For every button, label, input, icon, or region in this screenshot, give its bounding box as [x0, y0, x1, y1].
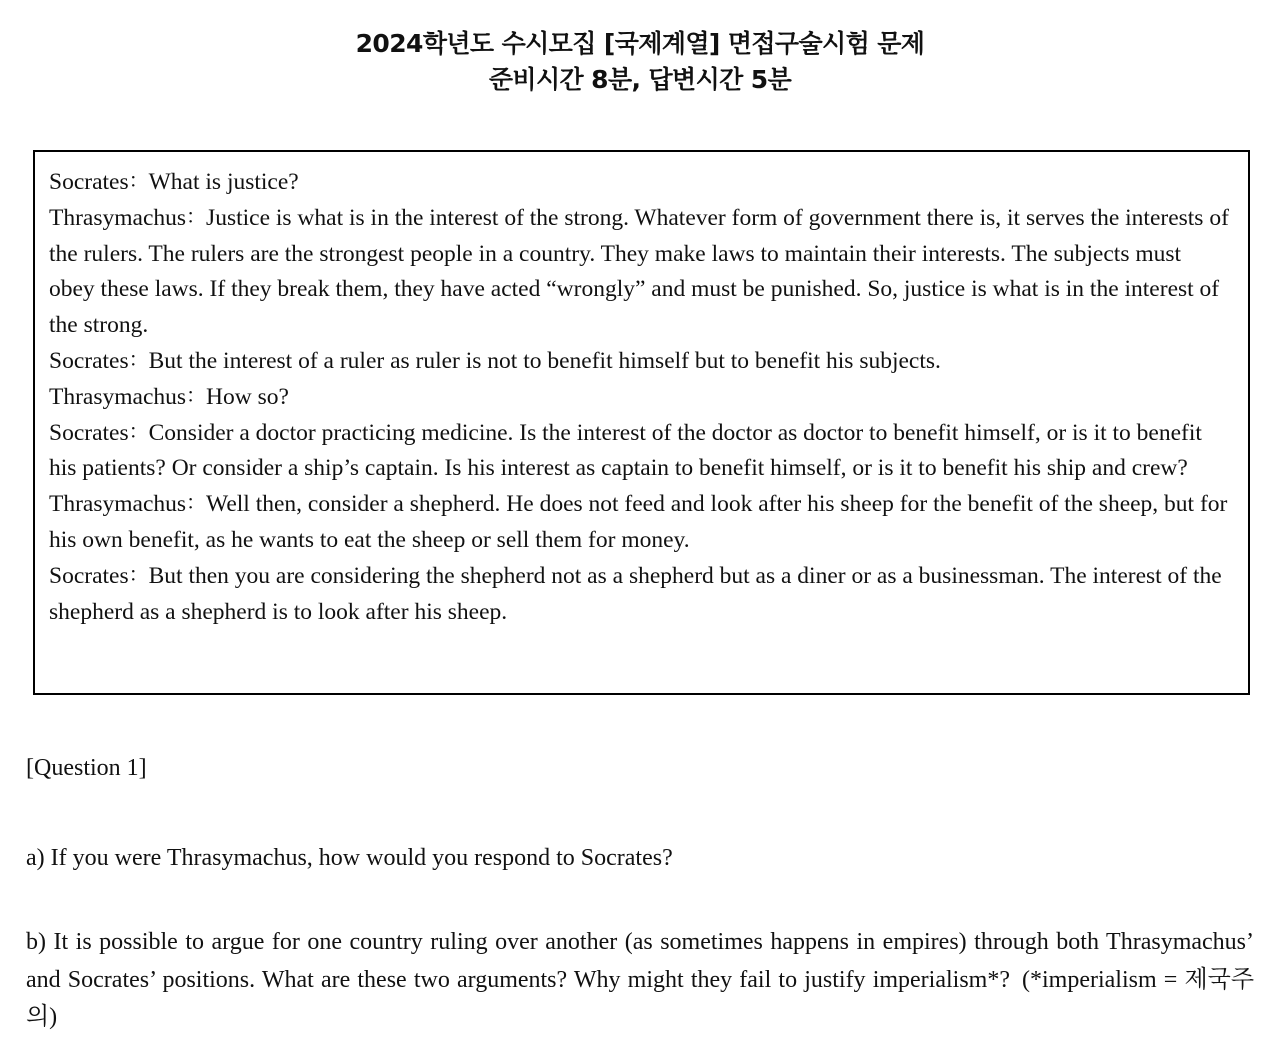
question-item-b-body: b) It is possible to argue for one country ruling over another (as sometimes happens in empires) through both Thrasymachus’ and Socrates’ positions. What are these two arguments? Why might they fail to	[26, 929, 1254, 993]
dialogue-text: What is justice?	[148, 169, 299, 195]
dialogue-text: Consider a doctor practicing medicine. Is the interest of the doctor as doctor to benefit himself, or is it to benefit his patients? Or consider a ship’s captain. Is his interest as captain to benefit himself, or is it to benefit his ship and crew?	[49, 419, 1202, 482]
speaker-separator: ：	[186, 382, 207, 407]
dialogue-text: How so?	[206, 383, 289, 410]
dialogue-speaker: Socrates	[49, 419, 129, 446]
dialogue-line	[49, 487, 1232, 559]
page-title-line-2: 준비시간 8분, 답변시간 5분	[488, 65, 792, 94]
dialogue-line	[49, 416, 1232, 488]
question-area	[26, 752, 1254, 1037]
passage-box	[33, 150, 1250, 695]
speaker-separator: ：	[128, 561, 149, 586]
dialogue-line	[49, 559, 1232, 631]
dialogue-speaker: Thrasymachus	[49, 491, 187, 518]
passage-content	[35, 152, 1248, 630]
dialogue-line	[49, 380, 1232, 416]
question-heading: [Question 1]	[26, 755, 147, 781]
speaker-separator: ：	[186, 203, 207, 228]
dialogue-text: But then you are considering the shepherd not as a shepherd but as a diner or as a businessman. The interest of the shepherd as a shepherd is to look after his sheep.	[49, 562, 1222, 625]
dialogue-line	[49, 165, 1232, 201]
speaker-separator: ：	[128, 418, 149, 443]
question-item-b	[26, 874, 1254, 1037]
speaker-separator: ：	[128, 346, 149, 371]
dialogue-speaker: Socrates	[49, 347, 129, 374]
dialogue-speaker: Socrates	[49, 562, 129, 589]
page-title-line-1: 2024학년도 수시모집 [국제계열] 면접구술시험 문제	[355, 29, 925, 58]
dialogue-text: Well then, consider a shepherd. He does not feed and look after his sheep for the benefit of the sheep, but for his own benefit, as he wants to eat the sheep or sell them for money.	[49, 491, 1228, 553]
dialogue-speaker: Thrasymachus	[49, 383, 187, 410]
question-item-a: a) If you were Thrasymachus, how would you respond to Socrates?	[26, 845, 673, 871]
speaker-separator: ：	[128, 168, 149, 192]
speaker-separator: ：	[186, 490, 207, 515]
dialogue-speaker: Thrasymachus	[49, 204, 187, 231]
dialogue-line	[49, 201, 1232, 344]
dialogue-text: Justice is what is in the interest of the strong. Whatever form of government there is, it serves the interests of the rulers. The rulers are the strongest people in a country. They make laws to maintain their interests. The subjects must obey these laws. If they break them, they have acted “wrongly” and must be punished. So, justice is what is in the interest of the strong.	[49, 204, 1229, 339]
dialogue-text: But the interest of a ruler as ruler is not to benefit himself but to benefit his subjects.	[148, 347, 941, 374]
question-item-b-footnote: justify imperialism*? (*imperialism = 제국주의)	[26, 966, 1254, 1030]
page-title	[0, 26, 1280, 98]
dialogue-line	[49, 344, 1232, 380]
dialogue-speaker: Socrates	[49, 169, 129, 195]
